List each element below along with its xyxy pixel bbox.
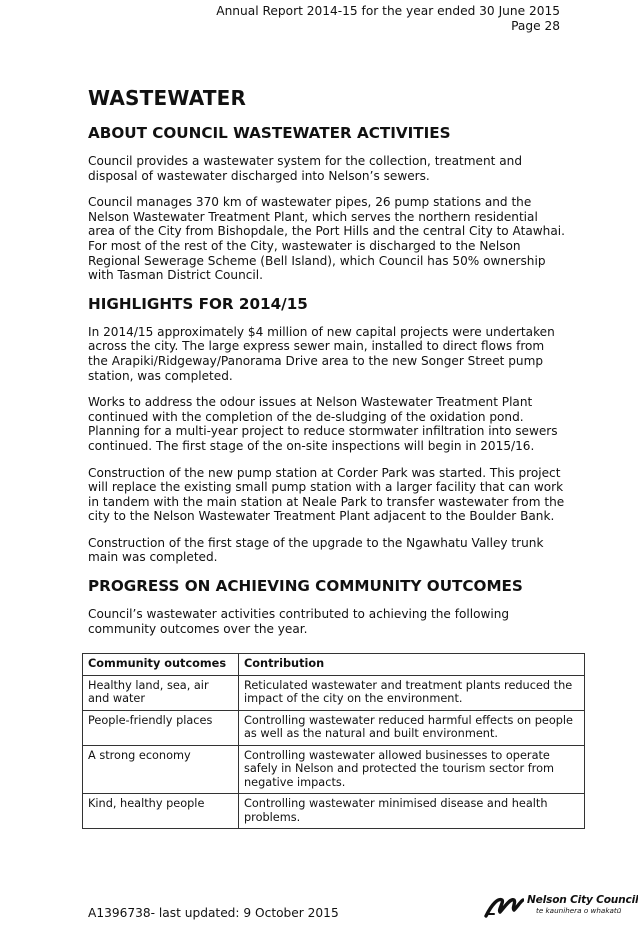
header-contribution: Contribution	[239, 654, 585, 676]
contribution-cell: Controlling wastewater allowed businesses to operate safely in Nelson and protected the tourism sector from negative impacts.	[239, 745, 585, 794]
logo-name: Nelson City Council	[527, 894, 638, 906]
report-title: Annual Report 2014-15 for the year ended 30 June 2015	[216, 4, 560, 18]
outcome-cell: Kind, healthy people	[83, 794, 239, 829]
page-number: Page 28	[511, 19, 560, 33]
header-community-outcomes: Community outcomes	[83, 654, 239, 676]
table-row	[83, 745, 585, 794]
outcome-cell: A strong economy	[83, 745, 239, 794]
table-row	[83, 794, 585, 829]
highlights-heading: HIGHLIGHTS FOR 2014/15	[88, 294, 308, 313]
progress-paragraph-1: Council’s wastewater activities contributed to achieving the following community outcomes over the year.	[88, 607, 510, 636]
contribution-cell: Controlling wastewater reduced harmful effects on people as well as the natural and built environment.	[239, 710, 585, 745]
contribution-cell: Controlling wastewater minimised disease and health problems.	[239, 794, 585, 829]
footer-doc-ref: A1396738- last updated: 9 October 2015	[88, 906, 339, 920]
logo-subtitle: te kaunihera o whakatū	[536, 906, 622, 915]
page-title: WASTEWATER	[88, 86, 247, 110]
highlights-paragraph-4: Construction of the first stage of the upgrade to the Ngawhatu Valley trunk main was completed.	[88, 535, 544, 565]
main-content	[88, 86, 566, 648]
table-row	[83, 710, 585, 745]
page-header	[216, 4, 560, 34]
progress-heading: PROGRESS ON ACHIEVING COMMUNITY OUTCOMES	[88, 577, 523, 596]
outcome-cell: Healthy land, sea, air and water	[83, 675, 239, 710]
about-paragraph-1: Council provides a wastewater system for the collection, treatment and disposal of wastewater discharged into Nelson’s sewers.	[88, 154, 522, 183]
table-header-row	[83, 654, 585, 676]
about-paragraph-2: Council manages 370 km of wastewater pipes, 26 pump stations and the Nelson Wastewater Treatment Plant, which serves the northern residential area of the City from Bishopdale, the Port Hills and the central City to Atawhai. For most of the rest of the City, wastewater is discharged to the Nelson Regional Sewerage Scheme (Bell Island), which Council has 50% ownership with Tasman District Council.	[88, 195, 565, 283]
table-row	[83, 675, 585, 710]
highlights-paragraph-1: In 2014/15 approximately $4 million of new capital projects were undertaken across the city. The large express sewer main, installed to direct flows from the Arapiki/Ridgeway/Panorama Drive area to the new Songer Street pump station, was completed.	[88, 324, 555, 383]
about-heading: ABOUT COUNCIL WASTEWATER ACTIVITIES	[88, 124, 451, 142]
outcome-cell: People-friendly places	[83, 710, 239, 745]
contribution-cell: Reticulated wastewater and treatment plants reduced the impact of the city on the environment.	[239, 675, 585, 710]
community-outcomes-table	[82, 653, 585, 829]
council-logo-icon	[484, 894, 524, 918]
nelson-city-council-logo	[484, 890, 638, 922]
highlights-paragraph-3: Construction of the new pump station at Corder Park was started. This project will replace the existing small pump station with a larger facility that can work in tandem with the main station at Neale Park to transfer wastewater from the city to the Nelson Wastewater Treatment Plant adjacent to the Boulder Bank.	[88, 465, 565, 524]
highlights-paragraph-2: Works to address the odour issues at Nelson Wastewater Treatment Plant continued with the completion of the de-sludging of the oxidation pond. Planning for a multi-year project to reduce stormwater infiltration into sewers continued. The first stage of the on-site inspections will begin in 2015/16.	[88, 395, 558, 453]
